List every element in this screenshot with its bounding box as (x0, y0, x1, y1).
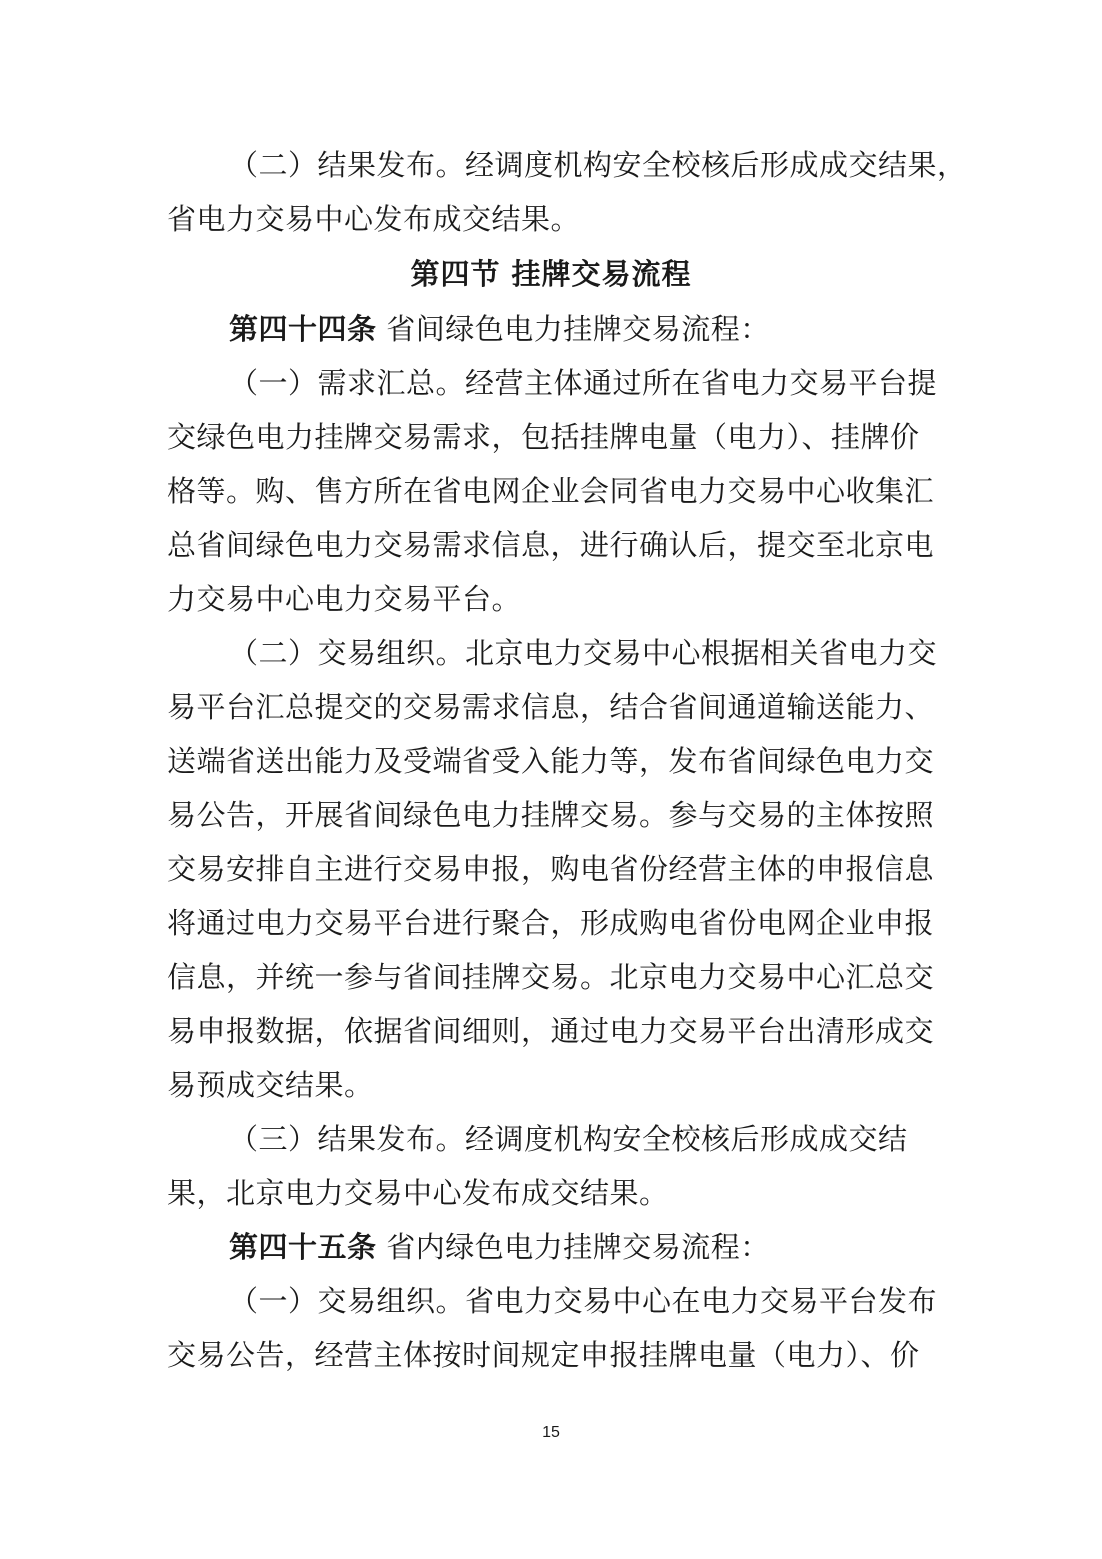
text-line: （二）结果发布。经调度机构安全校核后形成成交结果， (229, 148, 967, 182)
article-44-number: 第四十四条 (229, 312, 377, 346)
section-title: 第四节 挂牌交易流程 (410, 257, 692, 291)
text-line: （一）交易组织。省电力交易中心在电力交易平台发布 (229, 1284, 938, 1318)
text-line: （三）结果发布。经调度机构安全校核后形成成交结 (229, 1122, 908, 1156)
text-line: 易申报数据，依据省间细则，通过电力交易平台出清形成交 (167, 1014, 935, 1048)
paragraph-provincial-trade-organization (167, 1274, 938, 1382)
text-line: 将通过电力交易平台进行聚合，形成购电省份电网企业申报 (167, 906, 935, 940)
article-45-number: 第四十五条 (229, 1230, 377, 1264)
text-line: 易平台汇总提交的交易需求信息，结合省间通道输送能力、 (167, 690, 935, 724)
text-line: 总省间绿色电力交易需求信息，进行确认后，提交至北京电 (167, 528, 935, 562)
paragraph-result-release-provincial (167, 138, 967, 246)
text-line: 易预成交结果。 (167, 1068, 374, 1102)
text-line: 格等。购、售方所在省电网企业会同省电力交易中心收集汇 (167, 474, 935, 508)
paragraph-demand-summary (167, 356, 938, 626)
text-line: 交绿色电力挂牌交易需求，包括挂牌电量（电力）、挂牌价 (167, 420, 920, 454)
article-44-heading (167, 302, 935, 356)
article-44-text: 省间绿色电力挂牌交易流程： (376, 312, 770, 346)
text-line: 送端省送出能力及受端省受入能力等，发布省间绿色电力交 (167, 744, 935, 778)
article-45-heading (167, 1220, 935, 1274)
document-page (167, 138, 967, 1382)
text-line: （一）需求汇总。经营主体通过所在省电力交易平台提 (229, 366, 938, 400)
page-number: 15 (542, 1424, 560, 1441)
text-line: 力交易中心电力交易平台。 (167, 582, 522, 616)
article-44-line (167, 302, 935, 356)
text-line: 交易安排自主进行交易申报，购电省份经营主体的申报信息 (167, 852, 935, 886)
text-line: 省电力交易中心发布成交结果。 (167, 202, 581, 236)
text-line: 信息，并统一参与省间挂牌交易。北京电力交易中心汇总交 (167, 960, 935, 994)
article-45-text: 省内绿色电力挂牌交易流程： (376, 1230, 770, 1264)
paragraph-trade-organization (167, 626, 938, 1112)
article-45-line (167, 1220, 935, 1274)
text-line: 果，北京电力交易中心发布成交结果。 (167, 1176, 669, 1210)
text-line: 交易公告，经营主体按时间规定申报挂牌电量（电力）、价 (167, 1338, 920, 1372)
text-line: （二）交易组织。北京电力交易中心根据相关省电力交 (229, 636, 938, 670)
paragraph-result-release-interprovincial (167, 1112, 935, 1220)
text-line: 易公告，开展省间绿色电力挂牌交易。参与交易的主体按照 (167, 798, 935, 832)
